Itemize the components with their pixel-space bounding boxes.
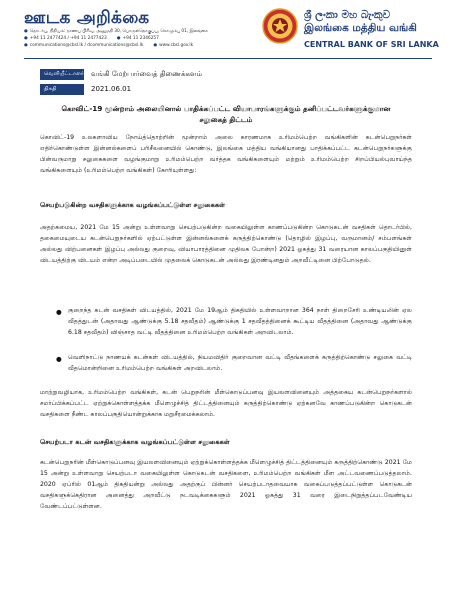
title-line-1: கொவிட்-19 மூன்றாம் அலையினால் பாதிக்கப்பட்ட வியாபாரங்களுக்கும் தனிப்பட்டவர்களுக்குமான (61, 104, 391, 113)
contact-address (24, 28, 254, 35)
bullet-text: வெளிநாட்டு நாணயக் கடன்கள் விடயத்தில், நியமவிதிர் குறைவான வட்டி வீதங்களைக் கருத்திற்கொண்டு சலுகை வட்டி வீதமொன்றினை உரிமம்பெற்ற வங்கிகள் அறவிடலாம். (68, 354, 412, 372)
press-release-brand: ஊடக அறிக்கை (24, 8, 150, 28)
header-left (24, 8, 254, 49)
email-icon: ● (24, 43, 28, 48)
title-line-2: சலுகைத் திட்டம் (199, 115, 253, 124)
fax-text: +94 11 2346257 (122, 36, 159, 41)
issuer-value: வங்கி மேற்பார்வைத் திணைக்களம் (91, 70, 202, 78)
location-icon: ● (24, 29, 28, 34)
header-right (304, 9, 449, 51)
bank-name-english: CENTRAL BANK OF SRI LANKA (304, 40, 439, 49)
release-title (40, 103, 412, 125)
phone-icon: ● (24, 36, 28, 41)
fax-icon: ● (116, 36, 121, 41)
email-text[interactable]: communications@cbsl.lk / dcommunications@cbsl.lk (29, 43, 144, 48)
web-icon: ● (153, 43, 158, 48)
contact-phone (24, 35, 254, 42)
bullet-icon: ● (56, 355, 62, 363)
header-divider (24, 58, 432, 59)
issuer-label: வெளியீட்டாளர் (40, 69, 84, 80)
bank-name-sinhala: ශ්‍රී ලංකා මහ බැංකුව (304, 9, 391, 21)
cbsl-seal-icon (262, 8, 298, 44)
date-label: திகதி (40, 84, 84, 95)
bullet-icon: ● (56, 308, 62, 316)
date-value: 2021.06.01 (91, 85, 132, 93)
phone-text: +94 11 2477424 / +94 11 2477423 (29, 36, 107, 41)
address-text: தொடர்பு, நிதியம்: நாணய பிரிவு, அனுமதி 30, பொருள்தொகுப்பு, கொழும்பு 01, இலங்கை (29, 29, 208, 34)
contact-email (24, 42, 254, 49)
section-performing-paragraph: அதற்கமைய, 2021 மே 15 அன்று உள்ளவாறு செயற்படுகின்ற வகையிலுள்ள காணப்படுகின்ற கொடுகடன் வசதிகள் தொடர்பில், தகைமையுடைய கடன்பெறுநர்களில் ஏற்பட்டுள்ள இன்னல்களைக் கருத்திற்கொண்டு (தொழில் இழப்பு, வருமானம்/ சம்பளங்கள் அல்லது விற்பனைகள் இழப்பு அல்லது குறைவு, வியாபாரத்தினை முதிலக போன்ற) 2021 ஓகத்து 31 வரையான காலப்பகுதியினுள் விடயத்திற்கு விடயம் என்ற அடிப்படையில் முதலைக் கொடுகடன் அல்லது இரண்டினதும் அறவீட்டினை பிற்போடுதல். (40, 224, 412, 264)
bank-name-tamil: இலங்கை மத்திய வங்கி (304, 22, 417, 34)
restructuring-paragraph: மாற்றுவழியாக, உரிமம்பெற்ற வங்கிகள், கடன் பெறுநரின் மீள்கொடுப்பனவு இயலளவினையும் அத்தகைய கடன்பெறுநர்களால் சமர்ப்பிக்கப்பட்ட ஏற்றுக்கொள்ளத்தக்க மீளெழுச்சித் திட்டத்தினையும் கருத்திற்கொண்டு ஏற்கனவே காணப்படுகின்ற கொடுகடன் வசதிகளை நீண்ட காலப்பகுதியொன்றுக்காக மறுசீரமைக்கலாம். (40, 389, 412, 418)
section-performing-heading: செயற்படுகின்ற வசதிகளுக்காக வழங்கப்பட்டுள்ள சலுகைகள் (40, 201, 226, 209)
intro-paragraph: கொவிட்-19 உலகளாவிய நோய்த்தொற்றின் மூன்றாம் அலை காரணமாக உரிமம்பெற்ற வங்கிகளின் கடன்பெறுநர்கள் எதிர்கொண்டுள்ள இன்னல்களைப் பரிசீலனையில் கொண்டு, இலங்கை மத்திய வங்கியானது பாதிக்கப்பட்ட கடன்பெறுநர்களுக்கு பின்வருமாறு சலுகைகளை வழங்குமாறு உரிமம்பெற்ற வர்த்தக வங்கிகளையும் மற்றும் உரிமம்பெற்ற சிறப்பியல்புவாய்ந்த வங்கிகளையும் (உரிமம்பெற்ற வங்கிகள்) கோரியுள்ளது: (40, 134, 412, 174)
section-nonperforming-heading: செயற்படா கடன் வசதிகளுக்காக வழங்கப்பட்டுள்ள சலுகைகள் (40, 438, 230, 446)
section-nonperforming-paragraph: கடன்பெறுநரின் மீள்கொடுப்பனவு இயலளவினையும் ஏற்றுக்கொள்ளத்தக்க மீளெழுச்சித் திட்டத்தினையும் கருத்திற்கொண்டு 2021 மே 15 அன்று உள்ளவாறு செயற்படா வகையிலுள்ள கொடுகடன் வசதிகளை, உரிமம்பெற்ற வங்கிகள் மீள அட்டவணைப்படுத்தலாம். 2020 ஏப்ரில் 01ஆம் திகதியன்று அல்லது அதற்குப் பின்னர் செயற்படாதவையாக வகைப்படுத்தப்பட்டுள்ள கொடுகடன் வசதிகளுக்கெதிரான அனைத்து அறவீட்டு நடவடிக்கைகளும் 2021 ஓகத்து 31 வரை இடைநிறுத்தப்படவேண்டிய வேண்டப்பட்டுள்ளன. (40, 459, 412, 510)
website-text[interactable]: www.cbsl.gov.lk (159, 43, 194, 48)
bullet-text: குறைந்த கடன் வசதிகள் விடயத்தில், 2021 மே 19ஆம் திகதியில் உள்ளவாறான 364 நாள் திறைசேரி உண்டியலின் ஏல வீதத்துடன் (அதாவது ஆண்டுக்கு 5.18 சதவீதம்) ஆண்டுக்கு 1 சதவீதத்தினைக் கூட்டிய வீதத்தினை (அதாவது ஆண்டுக்கு 6.18 சதவீதம்) விஞ்சாத வட்டி வீதத்தினை உரிமம்பெற்ற வங்கிகள் அறவிடலாம். (68, 307, 412, 336)
